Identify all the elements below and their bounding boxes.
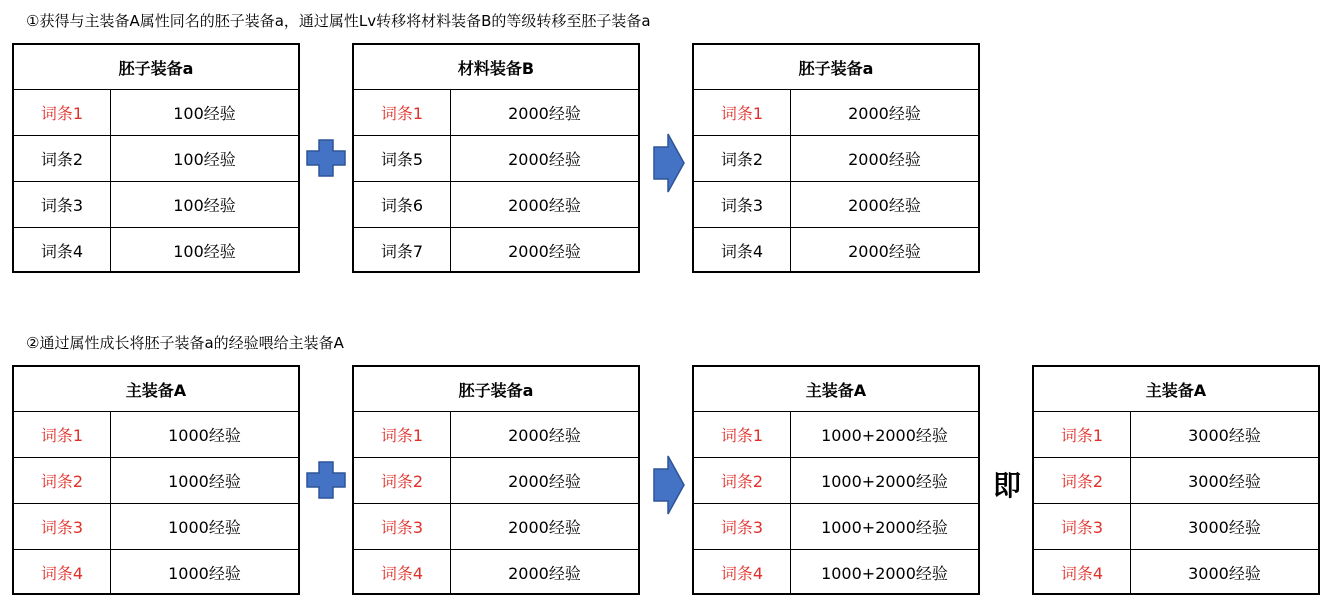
attr-exp: 2000经验	[508, 426, 581, 445]
attr-exp: 3000经验	[1188, 472, 1261, 491]
attr-exp: 100经验	[173, 104, 236, 123]
attr-name: 词条4	[354, 550, 451, 595]
attr-exp: 3000经验	[1188, 518, 1261, 537]
attr-exp: 2000经验	[508, 104, 581, 123]
attr-name: 词条4	[1034, 550, 1131, 595]
attr-name: 词条1	[14, 412, 111, 457]
attr-exp: 100经验	[173, 242, 236, 261]
attr-exp: 2000经验	[508, 150, 581, 169]
attr-exp: 2000经验	[848, 242, 921, 261]
section1-caption: ①获得与主装备A属性同名的胚子装备a，通过属性Lv转移将材料装备B的等级转移至胚子装备a	[26, 12, 651, 30]
attr-exp: 2000经验	[508, 196, 581, 215]
table-title: 材料装备B	[354, 45, 638, 90]
attr-exp: 1000+2000经验	[821, 472, 948, 491]
attr-exp: 1000+2000经验	[821, 518, 948, 537]
table-row	[354, 136, 638, 182]
table-row	[694, 412, 978, 458]
attr-name: 词条2	[14, 458, 111, 503]
table-row	[1034, 504, 1318, 550]
attr-name: 词条1	[694, 412, 791, 457]
attr-exp: 2000经验	[508, 564, 581, 583]
plus-icon	[306, 139, 346, 177]
table-row	[694, 182, 978, 228]
table-s1-blank-equipment	[12, 43, 300, 273]
table-row	[14, 182, 298, 228]
attr-exp: 100经验	[173, 150, 236, 169]
attr-name: 词条2	[354, 458, 451, 503]
table-row	[354, 228, 638, 273]
table-row	[1034, 412, 1318, 458]
attr-name: 词条3	[1034, 504, 1131, 549]
table-row	[694, 136, 978, 182]
table-s1-result-equipment	[692, 43, 980, 273]
attr-name: 词条1	[354, 412, 451, 457]
attr-name: 词条2	[1034, 458, 1131, 503]
attr-exp: 2000经验	[508, 518, 581, 537]
attr-name: 词条5	[354, 136, 451, 181]
table-title: 胚子装备a	[14, 45, 298, 90]
table-row	[1034, 550, 1318, 595]
attr-exp: 2000经验	[508, 242, 581, 261]
attr-name: 词条4	[694, 228, 791, 273]
equals-label: 即	[993, 469, 1022, 502]
attr-name: 词条2	[694, 136, 791, 181]
attr-name: 词条1	[694, 90, 791, 135]
arrow-right-icon	[653, 133, 685, 193]
attr-name: 词条3	[354, 504, 451, 549]
attr-exp: 1000经验	[168, 472, 241, 491]
attr-name: 词条3	[14, 182, 111, 227]
attr-name: 词条3	[14, 504, 111, 549]
table-row	[354, 182, 638, 228]
table-row	[14, 90, 298, 136]
attr-exp: 1000经验	[168, 564, 241, 583]
table-row	[14, 412, 298, 458]
attr-name: 词条1	[14, 90, 111, 135]
attr-name: 词条2	[694, 458, 791, 503]
attr-exp: 2000经验	[508, 472, 581, 491]
attr-exp: 1000+2000经验	[821, 426, 948, 445]
attr-name: 词条6	[354, 182, 451, 227]
table-row	[14, 228, 298, 273]
attr-name: 词条7	[354, 228, 451, 273]
table-title: 主装备A	[694, 367, 978, 412]
table-row	[354, 550, 638, 595]
attr-name: 词条4	[694, 550, 791, 595]
attr-exp: 3000经验	[1188, 564, 1261, 583]
table-row	[354, 412, 638, 458]
table-row	[14, 550, 298, 595]
table-title: 主装备A	[1034, 367, 1318, 412]
section2-caption: ②通过属性成长将胚子装备a的经验喂给主装备A	[26, 334, 344, 352]
table-title: 胚子装备a	[354, 367, 638, 412]
table-row	[694, 228, 978, 273]
table-s2-blank-equipment	[352, 365, 640, 595]
table-row	[354, 458, 638, 504]
table-s1-material-equipment	[352, 43, 640, 273]
attr-name: 词条3	[694, 504, 791, 549]
table-row	[14, 458, 298, 504]
attr-exp: 2000经验	[848, 104, 921, 123]
attr-exp: 1000经验	[168, 426, 241, 445]
table-title: 胚子装备a	[694, 45, 978, 90]
table-row	[694, 504, 978, 550]
table-row	[1034, 458, 1318, 504]
table-row	[354, 90, 638, 136]
attr-name: 词条4	[14, 550, 111, 595]
attr-exp: 1000+2000经验	[821, 564, 948, 583]
arrow-right-icon	[653, 455, 685, 515]
table-row	[354, 504, 638, 550]
attr-exp: 2000经验	[848, 150, 921, 169]
attr-name: 词条2	[14, 136, 111, 181]
attr-name: 词条3	[694, 182, 791, 227]
table-row	[694, 550, 978, 595]
attr-exp: 100经验	[173, 196, 236, 215]
table-row	[14, 504, 298, 550]
table-s2-final-equipment	[1032, 365, 1320, 595]
table-s2-main-equipment	[12, 365, 300, 595]
attr-name: 词条1	[354, 90, 451, 135]
table-row	[694, 90, 978, 136]
attr-exp: 3000经验	[1188, 426, 1261, 445]
attr-name: 词条1	[1034, 412, 1131, 457]
table-row	[694, 458, 978, 504]
table-s2-sum-equipment	[692, 365, 980, 595]
attr-exp: 1000经验	[168, 518, 241, 537]
table-row	[14, 136, 298, 182]
plus-icon	[306, 461, 346, 499]
table-title: 主装备A	[14, 367, 298, 412]
attr-exp: 2000经验	[848, 196, 921, 215]
attr-name: 词条4	[14, 228, 111, 273]
